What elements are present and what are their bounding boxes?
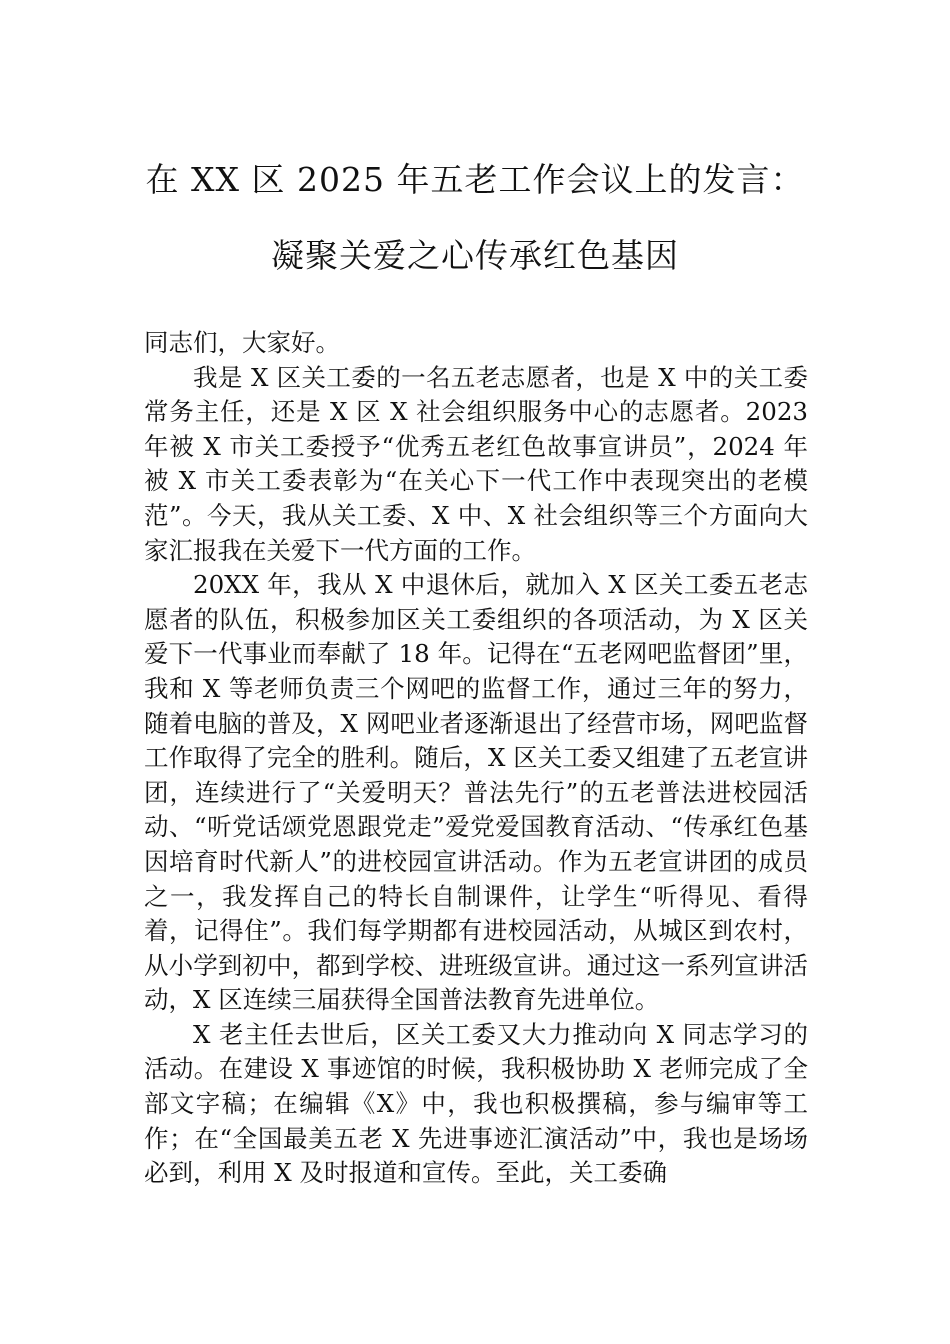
title-line-1: 在 XX 区 2025 年五老工作会议上的发言： [145,160,805,199]
paragraph-retirement-work: 20XX 年，我从 X 中退休后，就加入 X 区关工委五老志愿者的队伍，积极参加区关工委组织的各项活动，为 X 区关爱下一代事业而奉献了 18 年。记得在“五老网吧监督团”里，我和 X 等老师负责三个网吧的监督工作，通过三年的努力，随着电脑的普及，X 网吧业者逐渐退出了经营市场，网吧监督工作取得了完全的胜利。随后，X 区关工委又组建了五老宣讲团，连续进行了“关爱明天？普法先行”的五老普法进校园活动、“听党话颂党恩跟党走”爱党爱国教育活动、“传承红色基因培育时代新人”的进校园宣讲活动。作为五老宣讲团的成员之一，我发挥自己的特长自制课件，让学生“听得见、看得着，记得住”。我们每学期都有进校园活动，从城区到农村，从小学到初中，都到学校、进班级宣讲。通过这一系列宣讲活动，X 区连续三届获得全国普法教育先进单位。 [144,570,808,1015]
paragraph-greeting: 同志们，大家好。 [144,328,340,357]
document-body [144,326,808,1191]
title-line-2: 凝聚关爱之心传承红色基因 [271,236,679,275]
document-title [0,160,950,276]
paragraph-learning-activity: X 老主任去世后，区关工委又大力推动向 X 同志学习的活动。在建设 X 事迹馆的时候，我积极协助 X 老师完成了全部文字稿；在编辑《X》中，我也积极撰稿，参与编审等工作；在“全国最美五老 X 先进事迹汇演活动”中，我也是场场必到，利用 X 及时报道和宣传。至此，关工委确 [144,1019,808,1188]
paragraph-introduction: 我是 X 区关工委的一名五老志愿者，也是 X 中的关工委常务主任，还是 X 区 X 社会组织服务中心的志愿者。2023 年被 X 市关工委授予“优秀五老红色故事宣讲员”，2024 年被 X 市关工委表彰为“在关心下一代工作中表现突出的老模范”。今天，我从关工委、X 中、X 社会组织等三个方面向大家汇报我在关爱下一代方面的工作。 [144,362,808,565]
